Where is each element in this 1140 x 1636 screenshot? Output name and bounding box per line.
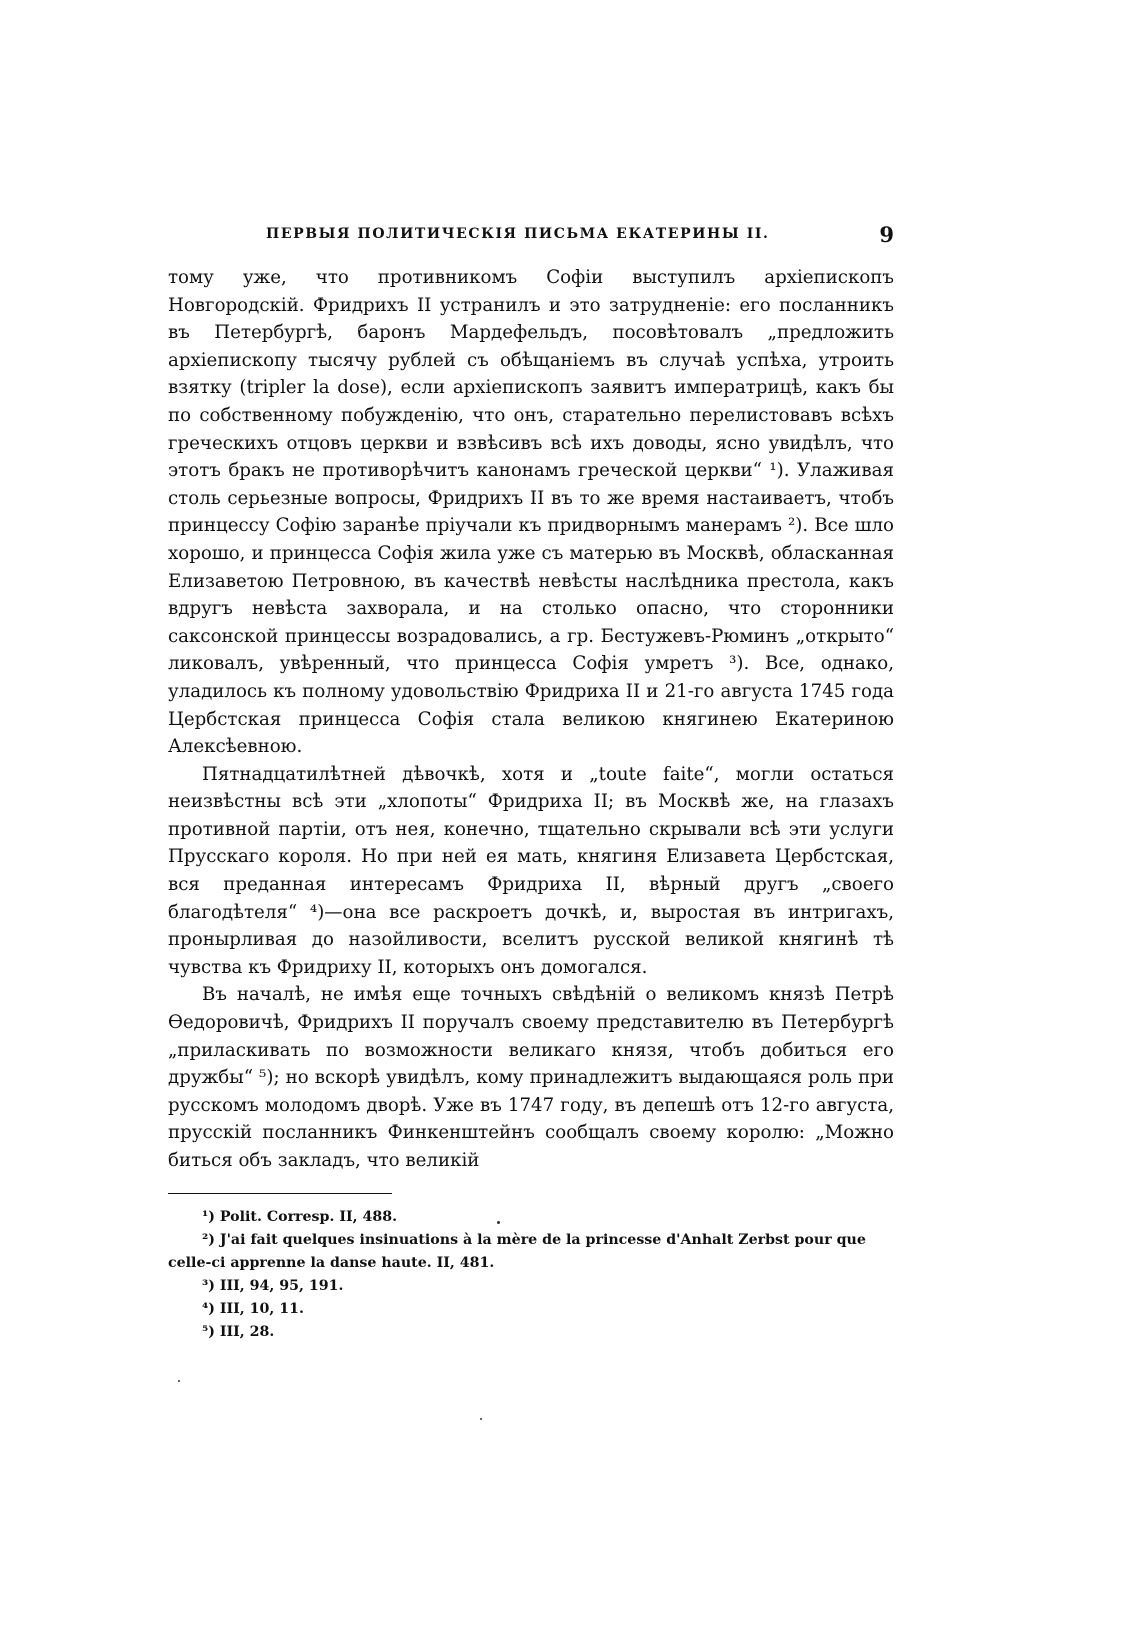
footnote: ⁴) III, 10, 11. xyxy=(202,1300,304,1317)
footnote: ²) J'ai fait quelques insinuations à la mère de la princesse d'Anhalt Zerbst pour que celle-ci apprenne la danse haute. II, 481. xyxy=(168,1231,866,1271)
running-title: ПЕРВЫЯ ПОЛИТИЧЕСКІЯ ПИСЬМА ЕКАТЕРИНЫ II. xyxy=(266,226,770,242)
page-number: 9 xyxy=(879,222,894,247)
body-text xyxy=(168,264,894,1175)
footnote: ¹) Polit. Corresp. II, 488. xyxy=(202,1208,398,1225)
document-page xyxy=(168,222,894,1344)
scan-speck xyxy=(178,1380,180,1382)
paragraph-continuation: тому уже, что противникомъ Софіи выступилъ архіепископъ Новгородскій. Фридрихъ II устранилъ и это затрудненіе: его посланникъ въ Петербургѣ, баронъ Мардефельдъ, посовѣтовалъ „предложить архіепископу тысячу рублей съ обѣщаніемъ въ случаѣ успѣха, утроить взятку (tripler la dose), если архіепископъ заявитъ императрицѣ, какъ бы по собственному побужденію, что онъ, старательно перелистовавъ всѣхъ греческихъ отцовъ церкви и взвѣсивъ всѣ ихъ доводы, ясно увидѣлъ, что этотъ бракъ не противорѣчитъ канонамъ греческой церкви“ ¹). Улаживая столь серьезные вопросы, Фридрихъ II въ то же время настаиваетъ, чтобъ принцессу Софію заранѣе пріучали къ придворнымъ манерамъ ²). Все шло хорошо, и принцесса Софія жила уже съ матерью въ Москвѣ, обласканная Елизаветою Петровною, въ качествѣ невѣсты наслѣдника престола, какъ вдругъ невѣста захворала, и на столько опасно, что сторонники саксонской принцессы возрадовались, а гр. Бестужевъ-Рюминъ „открыто“ ликовалъ, увѣренный, что принцесса Софія умретъ ³). Все, однако, уладилось къ полному удовольствію Фридриха II и 21-го августа 1745 года Цербстская принцесса Софія стала великою княгинею Екатериною Алексѣевною. xyxy=(168,267,894,758)
footnote: ³) III, 94, 95, 191. xyxy=(202,1277,344,1294)
footnote-separator xyxy=(168,1193,392,1194)
paragraph: Пятнадцатилѣтней дѣвочкѣ, хотя и „toute faite“, могли остаться неизвѣстны всѣ эти „хлопоты“ Фридриха II; въ Москвѣ же, на глазахъ противной партіи, отъ нея, конечно, тщательно скрывали всѣ эти услуги Прусскаго короля. Но при ней ея мать, княгиня Елизавета Цербстская, вся преданная интересамъ Фридриха II, вѣрный другъ „своего благодѣтеля“ ⁴)—она все раскроетъ дочкѣ, и, выростая въ интригахъ, пронырливая до назойливости, вселитъ русской великой княгинѣ тѣ чувства къ Фридриху II, которыхъ онъ домогался. xyxy=(168,763,894,978)
footnote: ⁵) III, 28. xyxy=(202,1323,275,1340)
scan-speck xyxy=(480,1418,482,1420)
footnotes xyxy=(168,1206,894,1344)
scan-speck xyxy=(497,1221,500,1224)
running-header xyxy=(168,222,894,254)
paragraph: Въ началѣ, не имѣя еще точныхъ свѣдѣній о великомъ князѣ Петрѣ Ѳедоровичѣ, Фридрихъ II поручалъ своему представителю въ Петербургѣ „приласкивать по возможности великаго князя, чтобъ добиться его дружбы“ ⁵); но вскорѣ увидѣлъ, кому принадлежитъ выдающаяся роль при русскомъ молодомъ дворѣ. Уже въ 1747 году, въ депешѣ отъ 12-го августа, прусскій посланникъ Финкенштейнъ сообщалъ своему королю: „Можно биться объ закладъ, что великій xyxy=(168,984,894,1171)
